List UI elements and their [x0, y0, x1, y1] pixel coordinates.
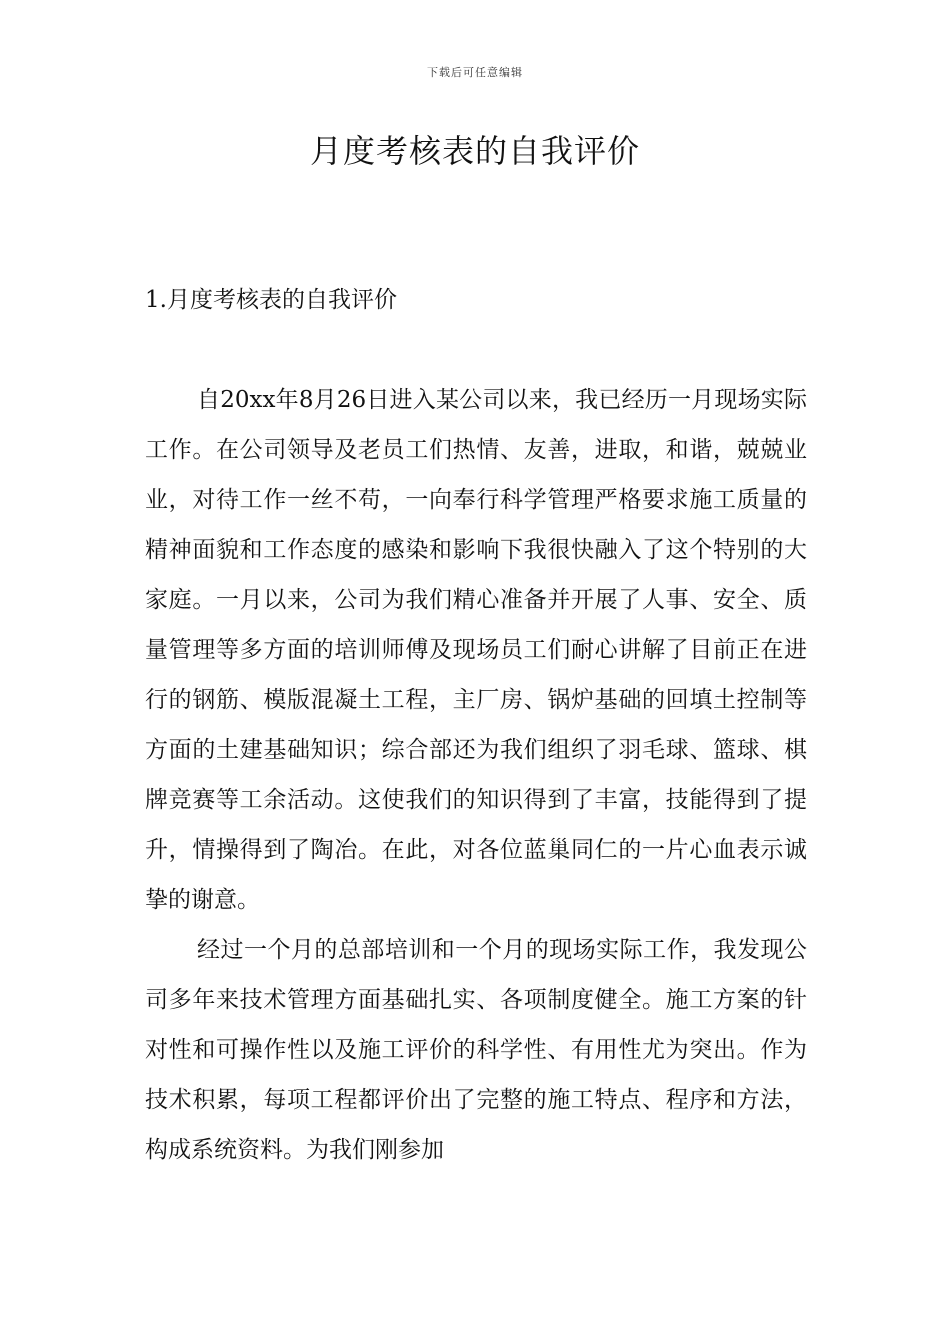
body-text — [145, 375, 807, 1175]
header-note: 下载后可任意编辑 — [427, 66, 523, 79]
paragraph-1: 自20xx年8月26日进入某公司以来，我已经历一月现场实际工作。在公司领导及老员工们热情、友善，进取，和谐，兢兢业业，对待工作一丝不苟，一向奉行科学管理严格要求施工质量的精神面貌和工作态度的感染和影响下我很快融入了这个特别的大家庭。一月以来，公司为我们精心准备并开展了人事、安全、质量管理等多方面的培训师傅及现场员工们耐心讲解了目前正在进行的钢筋、模版混凝土工程，主厂房、锅炉基础的回填土控制等方面的土建基础知识；综合部还为我们组织了羽毛球、篮球、棋牌竞赛等工余活动。这使我们的知识得到了丰富，技能得到了提升，情操得到了陶冶。在此，对各位蓝巢同仁的一片心血表示诚挚的谢意。 — [145, 387, 807, 913]
document-title: 月度考核表的自我评价 — [309, 132, 640, 170]
paragraph-2: 经过一个月的总部培训和一个月的现场实际工作，我发现公司多年来技术管理方面基础扎实、各项制度健全。施工方案的针对性和可操作性以及施工评价的科学性、有用性尤为突出。作为技术积累，每项工程都评价出了完整的施工特点、程序和方法，构成系统资料。为我们刚参加 — [145, 937, 807, 1163]
section-heading: 1.月度考核表的自我评价 — [145, 287, 397, 313]
